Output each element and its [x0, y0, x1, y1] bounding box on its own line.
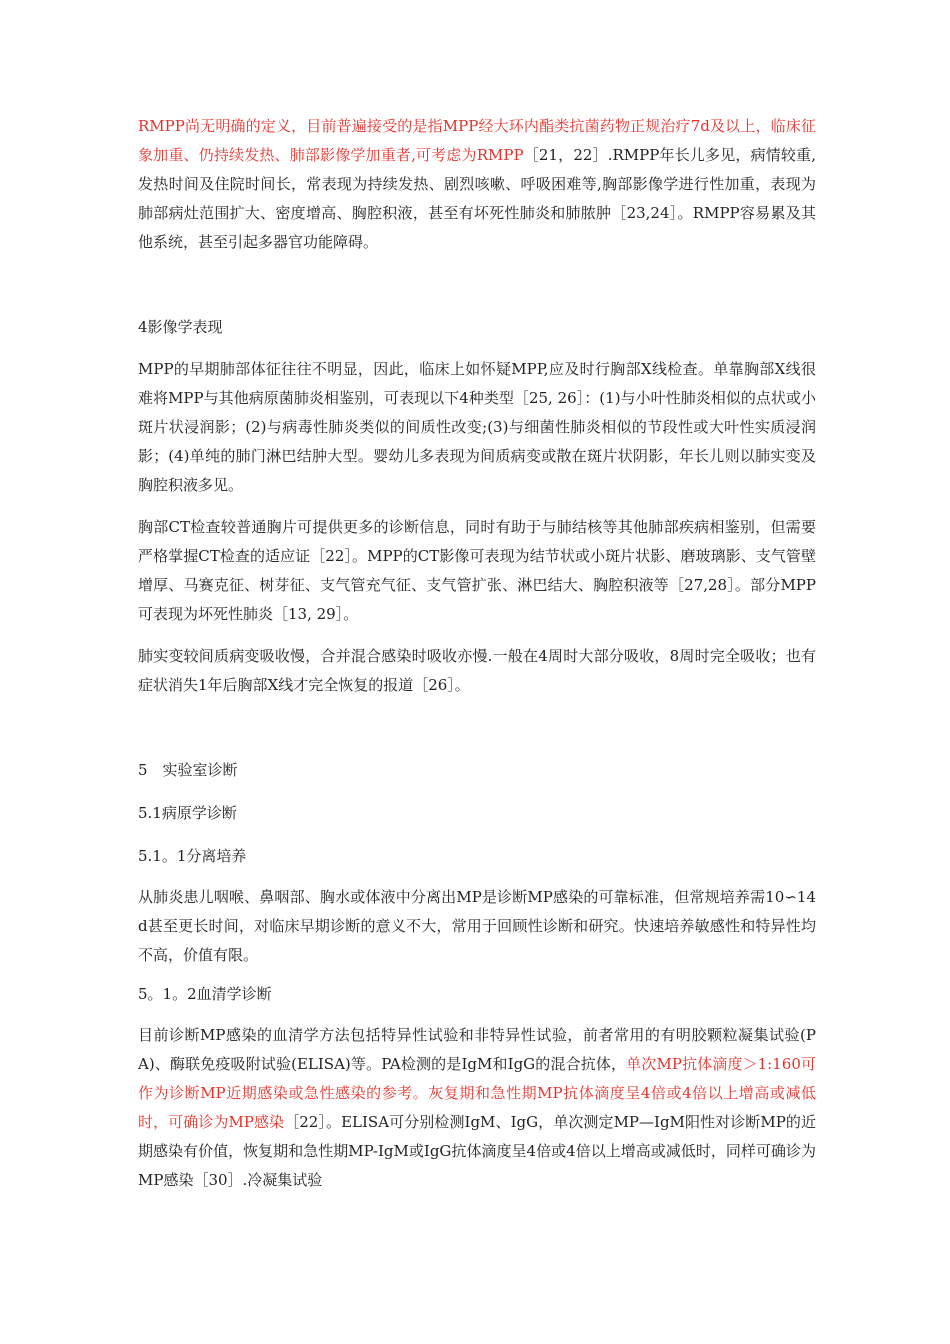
section-4-heading: 4影像学表现: [138, 318, 223, 336]
ct-paragraph: 胸部CT检查较普通胸片可提供更多的诊断信息，同时有助于与肺结核等其他肺部疾病相鉴别，但需要严格掌握CT检查的适应证［22］。MPP的CT影像可表现为结节状或小斑片状影、磨玻璃影、支气管壁增厚、马赛克征、树芽征、支气管充气征、支气管扩张、淋巴结大、胸腔积液等［27,28］。部分MPP可表现为坏死性肺炎［13, 29］。: [138, 518, 816, 623]
absorption-paragraph: 肺实变较间质病变吸收慢，合并混合感染时吸收亦慢.一般在4周时大部分吸收，8周时完全吸收；也有症状消失1年后胸部X线才完全恢复的报道［26］。: [138, 647, 816, 694]
serology-highlight: 单次MP抗体滴度＞1:160可作为诊断MP近期感染或急性感染的参考。灰复期和急性期MP抗体滴度呈4倍或4倍以上增高或减低时，可确诊为MP感染: [138, 1055, 817, 1131]
section-5-heading: 5 实验室诊断: [138, 761, 238, 779]
document-page: [138, 112, 816, 1208]
section-spacer: [138, 713, 816, 759]
rmpp-definition-highlight: RMPP尚无明确的定义，目前普遍接受的是指MPP经大环内酯类抗菌药物正规治疗7d及以上，临床征象加重、仍持续发热、肺部影像学加重者,可考虑为RMPP: [138, 117, 816, 164]
rmpp-definition-paragraph: [138, 112, 816, 257]
section-spacer: [138, 270, 816, 316]
section-5-1-1-heading: 5.1。1分离培养: [138, 847, 247, 865]
serology-text-c: ［22］。ELISA可分别检测IgM、IgG，单次测定MP—IgM阳性对诊断MP的近期感染有价值，恢复期和急性期MP-IgM或IgG抗体滴度呈4倍或4倍以上增高或减低时，同样可确诊为MP感染［30］.冷凝集试验: [138, 1113, 816, 1189]
section-5-1-2-heading: 5。1。2血清学诊断: [138, 985, 272, 1003]
culture-paragraph: 从肺炎患儿咽喉、鼻咽部、胸水或体液中分离出MP是诊断MP感染的可靠标准，但常规培养需10∽14d甚至更长时间，对临床早期诊断的意义不大，常用于回顾性诊断和研究。快速培养敏感性和特异性均不高，价值有限。: [138, 888, 816, 964]
section-5-1-heading: 5.1病原学诊断: [138, 804, 237, 822]
xray-paragraph: MPP的早期肺部体征往往不明显，因此，临床上如怀疑MPP,应及时行胸部X线检查。单靠胸部X线很难将MPP与其他病原菌肺炎相鉴别，可表现以下4种类型［25, 26］：(1)与小叶性肺炎相似的点状或小斑片状浸润影；(2)与病毒性肺炎类似的间质性改变;(3)与细菌性肺炎相似的节段性或大叶性实质浸润影；(4)单纯的肺门淋巴结肿大型。婴幼儿多表现为间质病变或散在斑片状阴影，年长儿则以肺实变及胸腔积液多见。: [138, 360, 816, 494]
rmpp-definition-text: ［21，22］.RMPP年长儿多见，病情较重,发热时间及住院时间长，常表现为持续发热、剧烈咳嗽、呼吸困难等,胸部影像学进行性加重，表现为肺部病灶范围扩大、密度增高、胸腔积液，甚至有坏死性肺炎和肺脓肿［23,24］。RMPP容易累及其他系统，甚至引起多器官功能障碍。: [138, 146, 816, 251]
serology-paragraph: [138, 1021, 816, 1195]
serology-text-a: 目前诊断MP感染的血清学方法包括特异性试验和非特异性试验，前者常用的有明胶颗粒凝集试验(PA)、酶联免疫吸附试验(ELISA)等。PA检测的是IgM和IgG的混合抗体，: [138, 1026, 816, 1073]
